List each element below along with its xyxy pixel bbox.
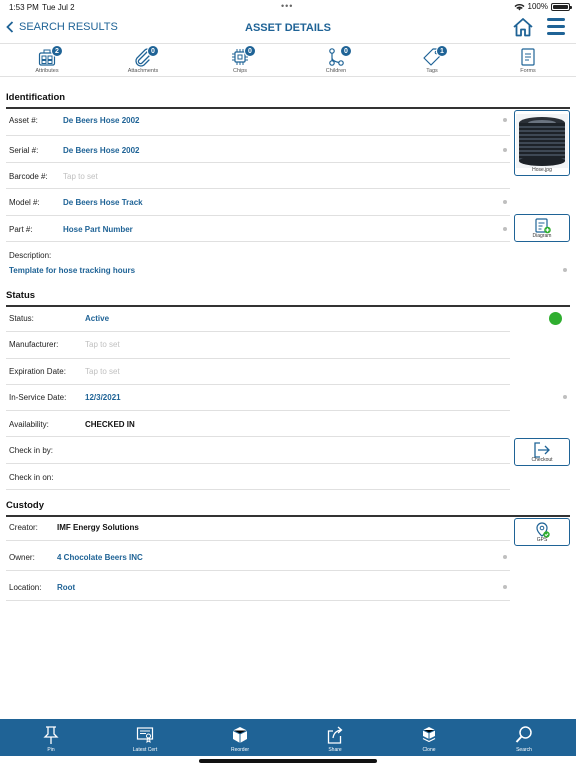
page-title: ASSET DETAILS bbox=[245, 22, 331, 34]
field-availability bbox=[6, 411, 510, 437]
field-label: Part #: bbox=[9, 225, 33, 234]
field-in-service-date[interactable] bbox=[6, 385, 510, 411]
asset-toolbar bbox=[0, 43, 576, 77]
field-status[interactable] bbox=[6, 306, 510, 332]
tab-label: Clone bbox=[422, 747, 436, 753]
field-check-in-by bbox=[6, 437, 510, 464]
home-indicator[interactable] bbox=[199, 759, 377, 763]
field-label: Owner: bbox=[9, 553, 35, 562]
tab-label: Share bbox=[328, 747, 342, 753]
hamburger-menu-icon[interactable] bbox=[547, 18, 565, 36]
field-location[interactable] bbox=[6, 571, 510, 601]
field-label: Model #: bbox=[9, 198, 40, 207]
navigation-header bbox=[0, 14, 576, 42]
checkout-button[interactable] bbox=[514, 438, 570, 466]
field-part[interactable] bbox=[6, 216, 510, 242]
field-label: Check in by: bbox=[9, 446, 54, 455]
bottom-tab-bar bbox=[0, 719, 576, 756]
toolbar-label: Tags bbox=[426, 68, 438, 74]
image-caption: Hose.jpg bbox=[532, 167, 552, 173]
field-expiration-date[interactable] bbox=[6, 359, 510, 385]
checkout-arrow-icon bbox=[532, 442, 552, 458]
section-status: Status bbox=[6, 290, 570, 307]
pin-icon bbox=[42, 725, 60, 745]
back-button[interactable] bbox=[6, 21, 118, 33]
section-identification: Identification bbox=[6, 92, 570, 109]
toolbar-label: Children bbox=[325, 68, 347, 74]
field-label: Asset #: bbox=[9, 116, 38, 125]
toolbar-label: Attributes bbox=[35, 68, 59, 74]
row-indicator-dot bbox=[503, 118, 507, 122]
status-time: 1:53 PM bbox=[9, 3, 39, 12]
asset-image-thumbnail[interactable] bbox=[514, 110, 570, 176]
field-label: Barcode #: bbox=[9, 172, 48, 181]
diagram-icon bbox=[532, 218, 552, 234]
toolbar-chips[interactable] bbox=[210, 44, 270, 78]
location-value: Root bbox=[57, 583, 76, 592]
toolbar-children[interactable] bbox=[306, 44, 366, 78]
status-right bbox=[514, 2, 570, 11]
clone-icon bbox=[420, 725, 438, 745]
share-icon bbox=[326, 725, 344, 745]
toolbar-forms[interactable] bbox=[498, 44, 558, 78]
field-check-in-on bbox=[6, 464, 510, 490]
certificate-icon bbox=[136, 725, 154, 745]
tab-label: Pin bbox=[47, 747, 55, 753]
field-creator bbox=[6, 516, 510, 541]
tab-pin[interactable] bbox=[16, 719, 86, 756]
checkout-label: Checkout bbox=[531, 457, 553, 463]
toolbar-label: Attachments bbox=[127, 68, 159, 74]
chips-count-badge: 0 bbox=[244, 45, 256, 57]
row-indicator-dot bbox=[503, 148, 507, 152]
field-asset[interactable] bbox=[6, 108, 510, 136]
field-label: Description: bbox=[9, 251, 52, 260]
field-owner[interactable] bbox=[6, 541, 510, 571]
tab-search[interactable] bbox=[489, 719, 559, 756]
status-bar bbox=[0, 0, 576, 14]
attributes-count-badge: 2 bbox=[51, 45, 63, 57]
field-label: Status: bbox=[9, 314, 34, 323]
forms-icon bbox=[518, 47, 538, 67]
tab-clone[interactable] bbox=[394, 719, 464, 756]
tab-label: Latest Cert bbox=[132, 747, 158, 753]
row-indicator-dot bbox=[503, 200, 507, 204]
children-count-badge: 0 bbox=[340, 45, 352, 57]
asset-value: De Beers Hose 2002 bbox=[63, 116, 140, 125]
field-label: Expiration Date: bbox=[9, 367, 66, 376]
wifi-icon bbox=[514, 3, 525, 11]
tab-label: Search bbox=[516, 747, 532, 753]
part-value: Hose Part Number bbox=[63, 225, 133, 234]
field-label: Creator: bbox=[9, 523, 38, 532]
status-value: Active bbox=[85, 314, 110, 323]
manufacturer-placeholder: Tap to set bbox=[85, 340, 120, 349]
status-date: Tue Jul 2 bbox=[42, 3, 75, 12]
toolbar-tags[interactable] bbox=[402, 44, 462, 78]
field-label: In-Service Date: bbox=[9, 393, 67, 402]
tab-reorder[interactable] bbox=[205, 719, 275, 756]
in-service-date-value: 12/3/2021 bbox=[85, 393, 121, 402]
battery-percent: 100% bbox=[527, 2, 548, 11]
barcode-placeholder: Tap to set bbox=[63, 172, 98, 181]
owner-value: 4 Chocolate Beers INC bbox=[57, 553, 143, 562]
field-description[interactable] bbox=[6, 242, 510, 282]
field-label: Location: bbox=[9, 583, 42, 592]
field-model[interactable] bbox=[6, 189, 510, 216]
back-label: SEARCH RESULTS bbox=[19, 21, 118, 33]
description-value[interactable]: Template for hose tracking hours bbox=[9, 266, 136, 275]
model-value: De Beers Hose Track bbox=[63, 198, 143, 207]
toolbar-attributes[interactable] bbox=[17, 44, 77, 78]
multitasking-dots-icon[interactable]: ••• bbox=[281, 1, 294, 11]
tags-count-badge: 1 bbox=[436, 45, 448, 57]
row-indicator-dot bbox=[563, 268, 567, 272]
toolbar-label: Chips bbox=[232, 68, 248, 74]
gps-label: GPS bbox=[536, 537, 548, 543]
toolbar-label: Forms bbox=[520, 68, 536, 74]
chevron-left-icon bbox=[6, 21, 14, 33]
availability-value: CHECKED IN bbox=[85, 420, 135, 429]
toolbar-attachments[interactable] bbox=[113, 44, 173, 78]
row-indicator-dot bbox=[503, 555, 507, 559]
field-label: Manufacturer: bbox=[9, 340, 59, 349]
diagram-label: Diagram bbox=[532, 233, 552, 239]
search-icon bbox=[515, 725, 533, 745]
field-manufacturer[interactable] bbox=[6, 332, 510, 359]
field-barcode[interactable] bbox=[6, 163, 510, 189]
serial-value: De Beers Hose 2002 bbox=[63, 146, 140, 155]
reorder-box-icon bbox=[231, 725, 249, 745]
battery-icon bbox=[551, 3, 570, 11]
hose-reel-image bbox=[516, 114, 568, 168]
diagram-button[interactable] bbox=[514, 214, 570, 242]
tab-share[interactable] bbox=[300, 719, 370, 756]
field-label: Serial #: bbox=[9, 146, 39, 155]
status-indicator-icon bbox=[549, 312, 562, 325]
row-indicator-dot bbox=[503, 227, 507, 231]
field-serial[interactable] bbox=[6, 136, 510, 163]
tab-label: Reorder bbox=[230, 747, 250, 753]
section-custody: Custody bbox=[6, 500, 570, 517]
expiration-placeholder: Tap to set bbox=[85, 367, 120, 376]
row-indicator-dot bbox=[563, 395, 567, 399]
row-indicator-dot bbox=[503, 585, 507, 589]
tab-latest-cert[interactable] bbox=[110, 719, 180, 756]
creator-value: IMF Energy Solutions bbox=[57, 523, 139, 532]
field-label: Check in on: bbox=[9, 473, 54, 482]
home-icon[interactable] bbox=[512, 17, 534, 37]
gps-button[interactable] bbox=[514, 518, 570, 546]
attachments-count-badge: 0 bbox=[147, 45, 159, 57]
field-label: Availability: bbox=[9, 420, 49, 429]
